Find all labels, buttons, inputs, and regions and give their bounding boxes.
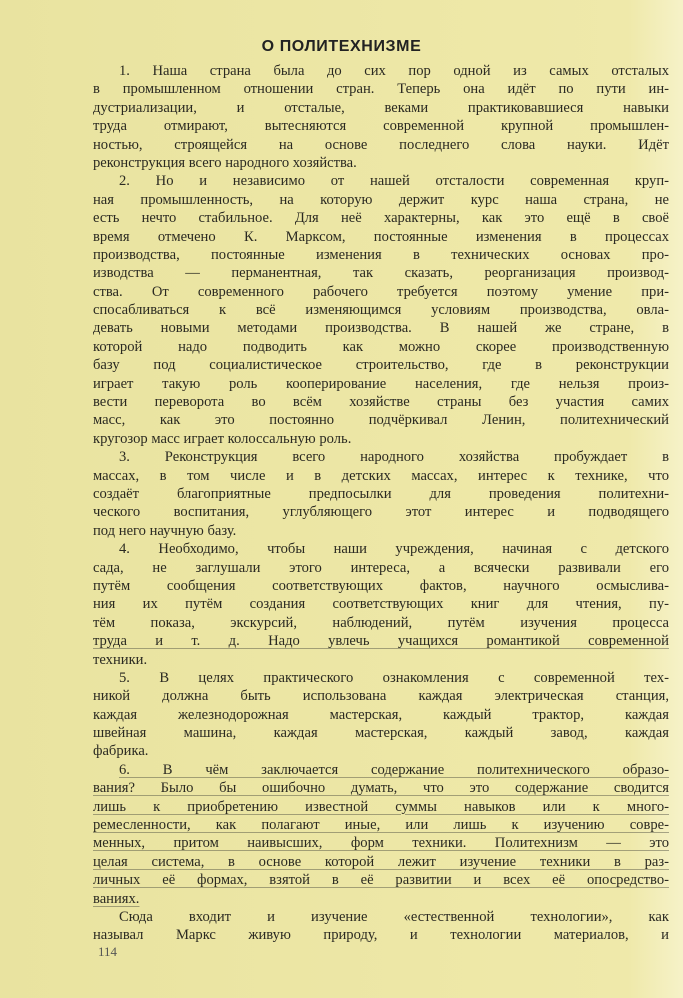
text-line: вести переворота во всём хозяйстве страны без участия самих	[93, 394, 669, 411]
text-line: личных её формах, взятой в её развитии и всех её опосредство-	[93, 872, 669, 889]
text-line: техники.	[93, 651, 148, 668]
text-line: называл Маркс живую природу, и технологии материалов, и	[93, 927, 669, 944]
text-line: 3. Реконструкция всего народного хозяйства пробуждает в	[119, 449, 669, 466]
text-line: лишь к приобретению известной суммы навыков или к много-	[93, 798, 669, 815]
paragraph	[93, 908, 669, 945]
text-line: ностью, строящейся на основе последнего слова науки. Идёт	[93, 136, 669, 153]
text-line: тём показа, экскурсий, наблюдений, путём изучения процесса	[93, 614, 669, 631]
text-line: Сюда входит и изучение «естественной технологии», как	[119, 908, 669, 925]
page-number: 114	[98, 944, 118, 959]
text-line: менных, притом наивысших, форм техники. Политехнизм — это	[93, 835, 669, 852]
text-line: масс, как это постоянно подчёркивал Ленин, политехнический	[93, 412, 669, 429]
text-line: массах, в том числе и в детских массах, интерес к технике, что	[93, 467, 669, 484]
text-line: ваниях.	[93, 890, 140, 907]
text-line: 1. Наша страна была до сих пор одной из самых отсталых	[119, 63, 669, 79]
page-title: О ПОЛИТЕХНИЗМЕ	[261, 38, 422, 55]
text-line: сада, не заглушали этого интереса, а всячески развивали его	[93, 559, 669, 576]
text-line: в промышленном отношении стран. Теперь она идёт по пути ин-	[93, 81, 669, 98]
text-line: целая система, в основе которой лежит изучение техники в раз-	[93, 853, 669, 870]
text-line: реконструкция всего народного хозяйства.	[93, 154, 357, 171]
text-line: вания? Было бы ошибочно думать, что это содержание сводится	[93, 780, 669, 797]
paragraph	[93, 62, 669, 172]
text-line: ремесленности, как полагают иные, или лишь к изучению совре-	[93, 817, 669, 834]
text-line: путём сообщения соответствующих фактов, научного осмыслива-	[93, 577, 669, 594]
text-line: базу под социалистическое строительство, где в реконструкции	[93, 357, 669, 374]
text-line: никой должна быть использована каждая электрическая станция,	[93, 688, 669, 705]
text-line: труда и т. д. Надо увлечь учащихся романтикой современной	[93, 633, 669, 650]
paragraph	[93, 761, 669, 908]
text-line: которой надо подводить как можно скорее производственную	[93, 338, 669, 355]
text-line: дустриализации, и отсталые, веками практиковавшиеся навыки	[93, 99, 669, 116]
text-line: швейная машина, каждая мастерская, каждый завод, каждая	[93, 725, 669, 742]
text-line: ства. От современного рабочего требуется поэтому умение при-	[93, 283, 669, 300]
paragraph	[93, 172, 669, 448]
text-line: спосабливаться к всё изменяющимся условиям производства, овла-	[93, 302, 669, 319]
paragraph	[93, 448, 669, 540]
document-body	[93, 62, 669, 945]
paragraph	[93, 540, 669, 669]
text-line: время отмечено К. Марксом, постоянные изменения в процессах	[93, 228, 669, 245]
text-line: производства, постоянные изменения в технических основах про-	[93, 246, 669, 263]
text-line: 2. Но и независимо от нашей отсталости современная круп-	[119, 173, 669, 190]
text-line: играет такую роль кооперирование населения, где нельзя произ-	[93, 375, 669, 392]
text-line: ная промышленность, на которую держит курс наша страна, не	[93, 191, 669, 208]
text-line: ческого воспитания, углубляющего этот интерес и подводящего	[93, 504, 669, 521]
text-line: есть нечто стабильное. Для неё характерны, как это ещё в своё	[93, 210, 669, 227]
text-line: под него научную базу.	[93, 522, 237, 539]
text-line: девать новыми методами производства. В нашей же стране, в	[93, 320, 669, 337]
text-line: ния их путём создания соответствующих книг для чтения, пу-	[93, 596, 669, 613]
text-line: каждая железнодорожная мастерская, каждый трактор, каждая	[93, 706, 669, 723]
text-line: кругозор масс играет колоссальную роль.	[93, 430, 352, 447]
paragraph	[93, 669, 669, 761]
text-line: труда отмирают, вытесняются современной крупной промышлен-	[93, 118, 669, 135]
text-line: 5. В целях практического ознакомления с современной тех-	[119, 669, 669, 686]
text-line: фабрика.	[93, 743, 149, 760]
text-line: создаёт благоприятные предпосылки для проведения политехни-	[93, 485, 669, 502]
text-line: 4. Необходимо, чтобы наши учреждения, начиная с детского	[119, 541, 669, 558]
text-line: 6. В чём заключается содержание политехнического образо-	[119, 761, 669, 778]
text-line: изводства — перманентная, так сказать, реорганизация производ-	[93, 265, 669, 282]
